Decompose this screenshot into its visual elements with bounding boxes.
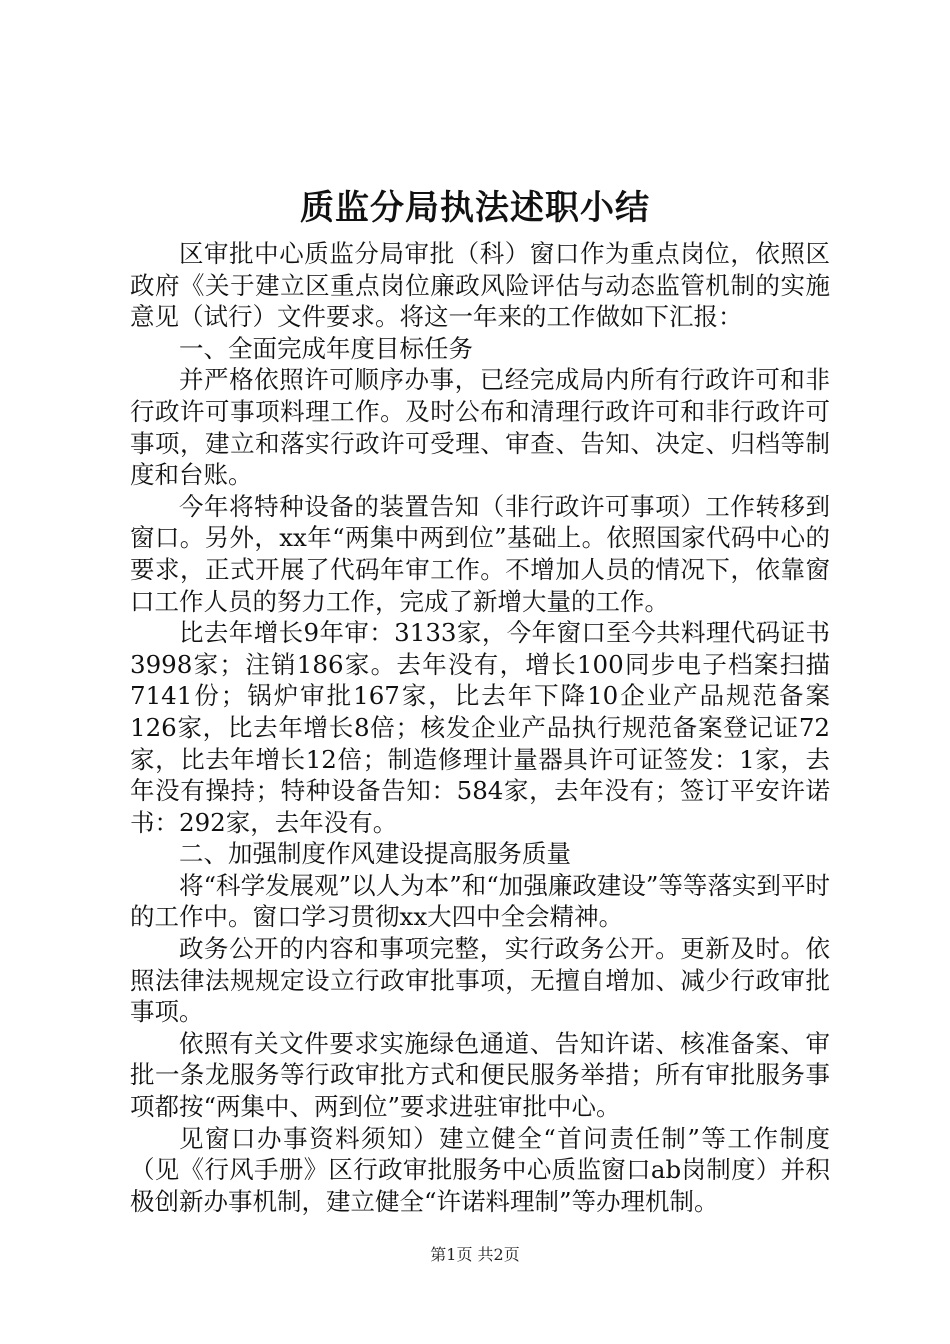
document-title: 质监分局执法述职小结 [300,188,650,228]
section-heading-1: 一、全面完成年度目标任务 [179,333,473,363]
paragraph: 见窗口办事资料须知）建立健全“首问责任制”等工作制度（见《行风手册》区行政审批服务中心质监窗口ab岗制度）并积极创新办事机制，建立健全“许诺料理制”等办理机制。 [130,1123,830,1216]
document-body [130,238,830,1217]
paragraph: 比去年增长9年审：3133家，今年窗口至今共料理代码证书3998家；注销186家。去年没有，增长100同步电子档案扫描7141份；锅炉审批167家，比去年下降10企业产品规范备案126家，比去年增长8倍；核发企业产品执行规范备案登记证72家，比去年增长12倍；制造修理计量器具许可证签发：1家，去年没有操持；特种设备告知：584家，去年没有；签订平安许诺书：292家，去年没有。 [130,618,830,837]
paragraph-intro: 区审批中心质监分局审批（科）窗口作为重点岗位，依照区政府《关于建立区重点岗位廉政风险评估与动态监管机制的实施意见（试行）文件要求。将这一年来的工作做如下汇报： [130,239,830,332]
paragraph: 将“科学发展观”以人为本”和“加强廉政建设”等等落实到平时的工作中。窗口学习贯彻xx大四中全会精神。 [130,870,830,932]
paragraph: 政务公开的内容和事项完整，实行政务公开。更新及时。依照法律法规规定设立行政审批事项，无擅自增加、减少行政审批事项。 [130,934,830,1027]
section-heading-2: 二、加强制度作风建设提高服务质量 [179,839,571,869]
page-number-footer: 第1页 共2页 [430,1245,520,1264]
paragraph: 依照有关文件要求实施绿色通道、告知许诺、核准备案、审批一条龙服务等行政审批方式和便民服务举措；所有审批服务事项都按“两集中、两到位”要求进驻审批中心。 [130,1028,830,1122]
paragraph: 今年将特种设备的装置告知（非行政许可事项）工作转移到窗口。另外，xx年“两集中两到位”基础上。依照国家代码中心的要求，正式开展了代码年审工作。不增加人员的情况下，依靠窗口工作人员的努力工作，完成了新增大量的工作。 [130,491,830,616]
paragraph: 并严格依照许可顺序办事，已经完成局内所有行政许可和非行政许可事项料理工作。及时公布和清理行政许可和非行政许可事项，建立和落实行政许可受理、审查、告知、决定、归档等制度和台账。 [130,365,830,490]
